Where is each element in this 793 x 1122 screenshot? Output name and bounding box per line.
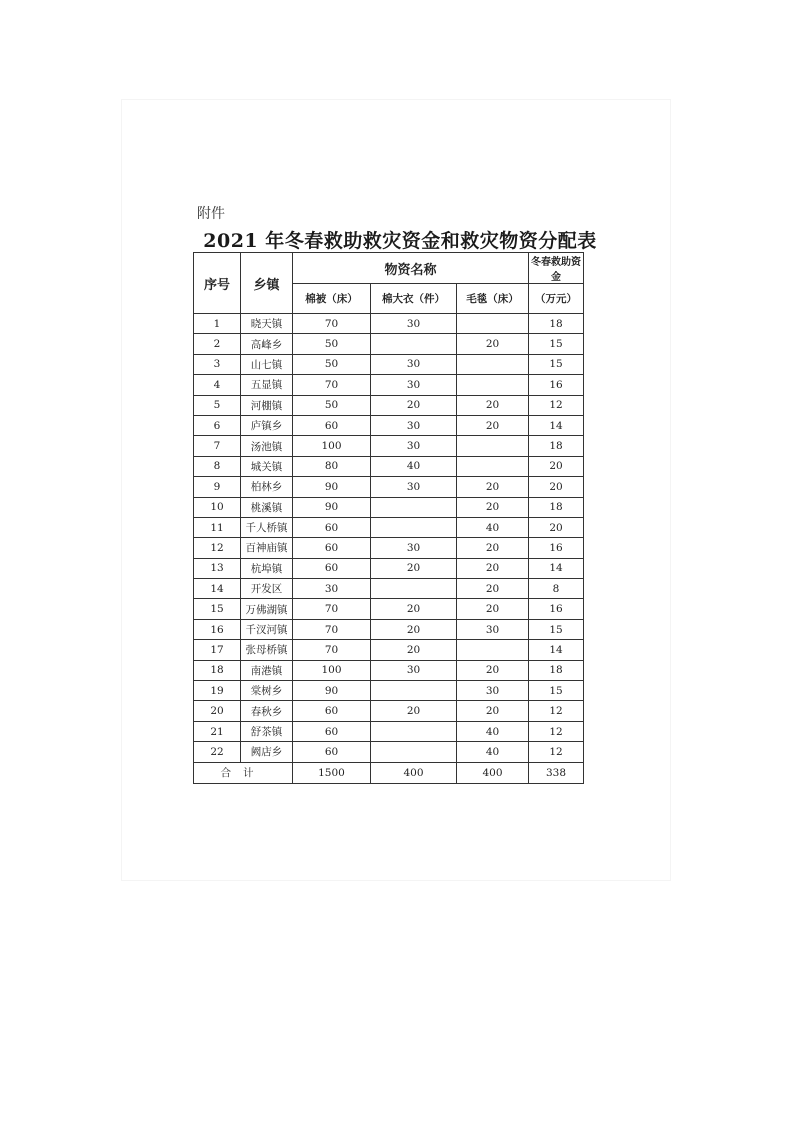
cell-fund: 12: [529, 701, 584, 721]
cell-fund: 20: [529, 517, 584, 537]
cell-quilt: 60: [293, 742, 371, 762]
cell-town: 城关镇: [241, 456, 293, 476]
cell-town: 杭埠镇: [241, 558, 293, 578]
cell-fund: 12: [529, 742, 584, 762]
table-row: [194, 660, 584, 680]
cell-seq: 9: [194, 477, 241, 497]
cell-quilt: 100: [293, 436, 371, 456]
table-row: [194, 334, 584, 354]
cell-seq: 7: [194, 436, 241, 456]
cell-coat: [371, 742, 457, 762]
table-row: [194, 477, 584, 497]
table-row: [194, 354, 584, 374]
cell-town: 阙店乡: [241, 742, 293, 762]
cell-coat: [371, 579, 457, 599]
cell-fund: 16: [529, 375, 584, 395]
cell-blanket: 20: [457, 395, 529, 415]
cell-town: 棠树乡: [241, 681, 293, 701]
cell-blanket: 20: [457, 538, 529, 558]
header-town: 乡镇: [241, 253, 293, 314]
table-row: [194, 456, 584, 476]
cell-fund: 16: [529, 538, 584, 558]
cell-coat: 30: [371, 477, 457, 497]
cell-quilt: 50: [293, 354, 371, 374]
cell-coat: [371, 721, 457, 741]
table-row: [194, 619, 584, 639]
cell-coat: 30: [371, 538, 457, 558]
cell-seq: 15: [194, 599, 241, 619]
cell-town: 柏林乡: [241, 477, 293, 497]
document-title: 2021 年冬春救助救灾资金和救灾物资分配表: [203, 230, 597, 252]
cell-seq: 10: [194, 497, 241, 517]
cell-coat: 20: [371, 619, 457, 639]
cell-quilt: 70: [293, 314, 371, 334]
header-fund: 冬春救助资金: [529, 253, 584, 284]
cell-blanket: 20: [457, 558, 529, 578]
cell-quilt: 30: [293, 579, 371, 599]
cell-quilt: 60: [293, 721, 371, 741]
cell-seq: 3: [194, 354, 241, 374]
cell-quilt: 70: [293, 375, 371, 395]
cell-blanket: [457, 436, 529, 456]
table-row: [194, 415, 584, 435]
cell-seq: 4: [194, 375, 241, 395]
cell-blanket: [457, 314, 529, 334]
cell-town: 五显镇: [241, 375, 293, 395]
cell-coat: 20: [371, 558, 457, 578]
cell-blanket: 20: [457, 497, 529, 517]
cell-town: 千人桥镇: [241, 517, 293, 537]
cell-quilt: 70: [293, 640, 371, 660]
cell-blanket: [457, 375, 529, 395]
cell-coat: 20: [371, 599, 457, 619]
header-coat: 棉大衣（件）: [371, 284, 457, 314]
cell-blanket: [457, 354, 529, 374]
cell-fund: 18: [529, 497, 584, 517]
cell-quilt: 90: [293, 681, 371, 701]
cell-town: 张母桥镇: [241, 640, 293, 660]
cell-quilt: 60: [293, 415, 371, 435]
cell-quilt: 80: [293, 456, 371, 476]
table-row: [194, 395, 584, 415]
cell-fund: 18: [529, 436, 584, 456]
table-row: [194, 375, 584, 395]
cell-fund: 15: [529, 681, 584, 701]
cell-blanket: 20: [457, 599, 529, 619]
cell-quilt: 50: [293, 395, 371, 415]
cell-seq: 17: [194, 640, 241, 660]
cell-town: 高峰乡: [241, 334, 293, 354]
total-label: 合计: [194, 762, 293, 783]
cell-town: 汤池镇: [241, 436, 293, 456]
cell-quilt: 90: [293, 497, 371, 517]
cell-seq: 2: [194, 334, 241, 354]
table-row: [194, 721, 584, 741]
cell-coat: 30: [371, 375, 457, 395]
cell-coat: 30: [371, 415, 457, 435]
cell-fund: 15: [529, 619, 584, 639]
table-row: [194, 681, 584, 701]
table-row: [194, 640, 584, 660]
table-row: [194, 558, 584, 578]
header-fund-unit: （万元）: [529, 284, 584, 314]
cell-quilt: 60: [293, 517, 371, 537]
cell-seq: 19: [194, 681, 241, 701]
cell-blanket: 40: [457, 721, 529, 741]
cell-fund: 15: [529, 334, 584, 354]
total-quilt: 1500: [293, 762, 371, 783]
cell-coat: 30: [371, 354, 457, 374]
cell-fund: 18: [529, 660, 584, 680]
cell-coat: [371, 334, 457, 354]
table-row: [194, 538, 584, 558]
cell-seq: 6: [194, 415, 241, 435]
cell-town: 舒茶镇: [241, 721, 293, 741]
cell-fund: 16: [529, 599, 584, 619]
table-row: [194, 517, 584, 537]
cell-blanket: 20: [457, 701, 529, 721]
cell-blanket: 40: [457, 517, 529, 537]
cell-town: 开发区: [241, 579, 293, 599]
cell-town: 晓天镇: [241, 314, 293, 334]
cell-seq: 14: [194, 579, 241, 599]
header-seq: 序号: [194, 253, 241, 314]
cell-fund: 8: [529, 579, 584, 599]
total-fund: 338: [529, 762, 584, 783]
cell-seq: 20: [194, 701, 241, 721]
cell-blanket: 20: [457, 415, 529, 435]
cell-quilt: 60: [293, 558, 371, 578]
cell-coat: 30: [371, 660, 457, 680]
cell-town: 南港镇: [241, 660, 293, 680]
table-row: [194, 314, 584, 334]
cell-seq: 12: [194, 538, 241, 558]
allocation-table: [193, 252, 584, 784]
table-row: [194, 497, 584, 517]
cell-blanket: 20: [457, 579, 529, 599]
cell-coat: [371, 681, 457, 701]
attachment-label: 附件: [197, 206, 225, 222]
cell-fund: 14: [529, 415, 584, 435]
cell-blanket: 30: [457, 619, 529, 639]
header-blanket: 毛毯（床）: [457, 284, 529, 314]
cell-town: 春秋乡: [241, 701, 293, 721]
cell-blanket: 30: [457, 681, 529, 701]
cell-fund: 18: [529, 314, 584, 334]
cell-town: 山七镇: [241, 354, 293, 374]
cell-coat: 30: [371, 436, 457, 456]
cell-coat: 40: [371, 456, 457, 476]
cell-quilt: 100: [293, 660, 371, 680]
cell-town: 万佛湖镇: [241, 599, 293, 619]
cell-fund: 20: [529, 456, 584, 476]
cell-quilt: 60: [293, 701, 371, 721]
cell-coat: [371, 517, 457, 537]
cell-fund: 15: [529, 354, 584, 374]
cell-seq: 16: [194, 619, 241, 639]
table-row: [194, 579, 584, 599]
table-row: [194, 436, 584, 456]
cell-coat: 20: [371, 395, 457, 415]
total-coat: 400: [371, 762, 457, 783]
cell-seq: 22: [194, 742, 241, 762]
table-row: [194, 701, 584, 721]
cell-fund: 14: [529, 558, 584, 578]
cell-town: 庐镇乡: [241, 415, 293, 435]
cell-quilt: 90: [293, 477, 371, 497]
cell-blanket: [457, 456, 529, 476]
cell-seq: 18: [194, 660, 241, 680]
cell-fund: 14: [529, 640, 584, 660]
header-materials: 物资名称: [293, 253, 529, 284]
cell-blanket: 20: [457, 477, 529, 497]
cell-fund: 12: [529, 395, 584, 415]
cell-town: 桃溪镇: [241, 497, 293, 517]
cell-coat: 20: [371, 701, 457, 721]
cell-town: 河棚镇: [241, 395, 293, 415]
cell-seq: 13: [194, 558, 241, 578]
cell-coat: 30: [371, 314, 457, 334]
cell-seq: 21: [194, 721, 241, 741]
cell-fund: 12: [529, 721, 584, 741]
cell-blanket: 20: [457, 660, 529, 680]
cell-blanket: 20: [457, 334, 529, 354]
cell-seq: 1: [194, 314, 241, 334]
table-row: [194, 599, 584, 619]
cell-seq: 11: [194, 517, 241, 537]
cell-seq: 5: [194, 395, 241, 415]
cell-quilt: 60: [293, 538, 371, 558]
total-blanket: 400: [457, 762, 529, 783]
header-quilt: 棉被（床）: [293, 284, 371, 314]
cell-fund: 20: [529, 477, 584, 497]
cell-seq: 8: [194, 456, 241, 476]
cell-coat: 20: [371, 640, 457, 660]
table-row: [194, 742, 584, 762]
cell-quilt: 70: [293, 599, 371, 619]
cell-quilt: 70: [293, 619, 371, 639]
cell-coat: [371, 497, 457, 517]
cell-town: 百神庙镇: [241, 538, 293, 558]
cell-quilt: 50: [293, 334, 371, 354]
cell-town: 千汊河镇: [241, 619, 293, 639]
cell-blanket: [457, 640, 529, 660]
cell-blanket: 40: [457, 742, 529, 762]
